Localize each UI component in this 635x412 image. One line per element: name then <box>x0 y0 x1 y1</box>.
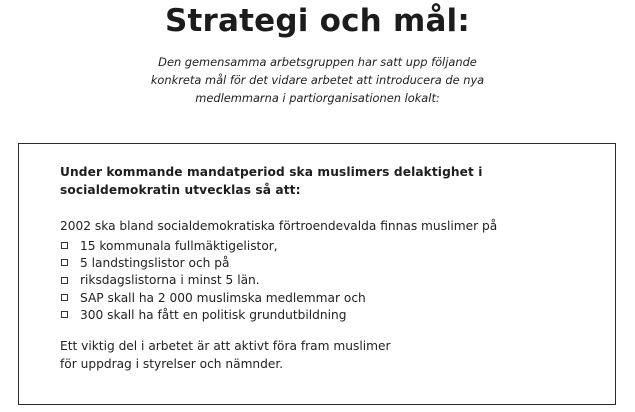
lead-line: Under kommande mandatperiod ska muslimers delaktighet i <box>60 165 483 179</box>
intro-line: medlemmarna i partiorganisationen lokalt: <box>195 91 440 105</box>
intro-paragraph <box>0 53 635 107</box>
square-bullet-icon <box>61 242 68 249</box>
list-item <box>60 237 366 254</box>
closing-line: för uppdrag i styrelser och nämnder. <box>60 357 284 371</box>
closing-paragraph <box>60 337 391 373</box>
list-item <box>60 254 366 271</box>
closing-line: Ett viktig del i arbetet är att aktivt föra fram muslimer <box>60 339 391 353</box>
goals-box <box>18 143 616 405</box>
intro-line: Den gemensamma arbetsgruppen har satt upp följande <box>158 55 477 69</box>
square-bullet-icon <box>61 294 68 301</box>
square-bullet-icon <box>61 277 68 284</box>
list-item-text: 15 kommunala fullmäktigelistor, <box>80 238 278 253</box>
lead-line: socialdemokratin utvecklas så att: <box>60 183 301 197</box>
intro-line: konkreta mål för det vidare arbetet att introducera de nya <box>150 73 485 87</box>
goals-list <box>60 237 366 323</box>
list-item-text: riksdagslistorna i minst 5 län. <box>80 273 260 288</box>
box-lead-heading <box>60 163 483 199</box>
list-item <box>60 306 366 323</box>
list-item-text: 300 skall ha fått en politisk grundutbildning <box>80 307 347 322</box>
square-bullet-icon <box>61 259 68 266</box>
page-title: Strategi och mål: <box>165 3 470 39</box>
goal-intro-text: 2002 ska bland socialdemokratiska förtroendevalda finnas muslimer på <box>60 219 498 233</box>
list-item <box>60 272 366 289</box>
list-item-text: SAP skall ha 2 000 muslimska medlemmar och <box>80 290 366 305</box>
square-bullet-icon <box>61 311 68 318</box>
list-item <box>60 289 366 306</box>
list-item-text: 5 landstingslistor och på <box>80 255 230 270</box>
